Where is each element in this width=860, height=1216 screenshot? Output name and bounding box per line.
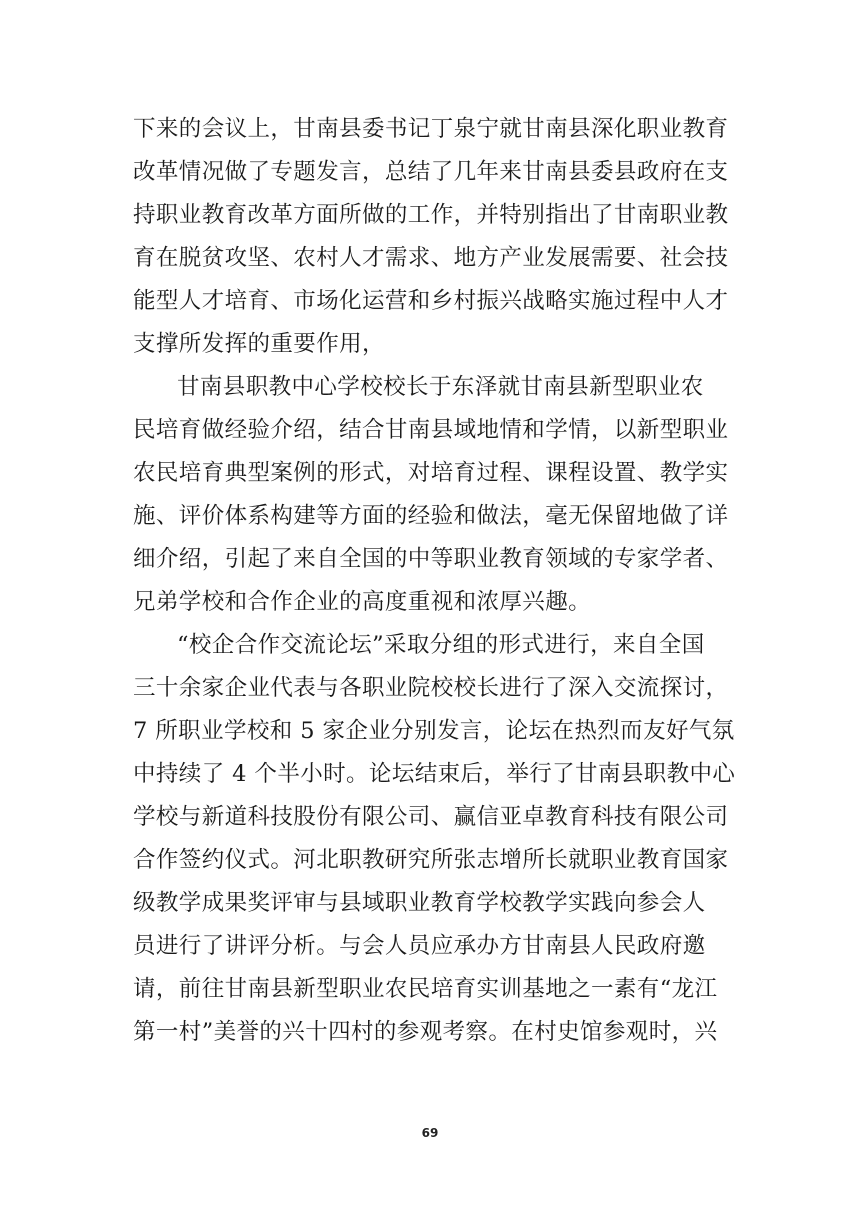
text-line: 第一村”美誉的兴十四村的参观考察。在村史馆参观时，兴 — [133, 1019, 718, 1045]
paragraph-first-line: “校企合作交流论坛”采取分组的形式进行，来自全国 — [177, 632, 705, 658]
text-line: 持职业教育改革方面所做的工作，并特别指出了甘南职业教 — [133, 202, 729, 228]
text-line: 下来的会议上，甘南县委书记丁泉宁就甘南县深化职业教育 — [133, 116, 729, 142]
text-line: 兄弟学校和合作企业的高度重视和浓厚兴趣。 — [133, 589, 592, 615]
text-line: 三十余家企业代表与各职业院校校长进行了深入交流探讨， — [133, 675, 729, 701]
text-line: 农民培育典型案例的形式，对培育过程、课程设置、教学实 — [133, 460, 729, 486]
text-line: 级教学成果奖评审与县域职业教育学校教学实践向参会人 — [133, 890, 706, 916]
text-line: 施、评价体系构建等方面的经验和做法，毫无保留地做了详 — [133, 503, 729, 529]
text-line: 支撑所发挥的重要作用， — [133, 331, 385, 357]
page-number: 69 — [421, 1126, 439, 1140]
body-text — [133, 108, 736, 1054]
text-line: 员进行了讲评分析。与会人员应承办方甘南县人民政府邀 — [133, 933, 706, 959]
text-line: 民培育做经验介绍，结合甘南县域地情和学情，以新型职业 — [133, 417, 729, 443]
text-line: 合作签约仪式。河北职教研究所张志增所长就职业教育国家 — [133, 847, 729, 873]
text-line: 7 所职业学校和 5 家企业分别发言，论坛在热烈而友好气氛 — [133, 718, 735, 744]
text-line: 细介绍，引起了来自全国的中等职业教育领域的专家学者、 — [133, 546, 729, 572]
text-line: 学校与新道科技股份有限公司、赢信亚卓教育科技有限公司 — [133, 804, 729, 830]
text-line: 中持续了 4 个半小时。论坛结束后，举行了甘南县职教中心 — [133, 761, 736, 787]
text-line: 能型人才培育、市场化运营和乡村振兴战略实施过程中人才 — [133, 288, 729, 314]
text-line: 请，前往甘南县新型职业农民培育实训基地之一素有“龙江 — [133, 976, 718, 1002]
paragraph-first-line: 甘南县职教中心学校校长于东泽就甘南县新型职业农 — [177, 374, 704, 400]
text-line: 改革情况做了专题发言，总结了几年来甘南县委县政府在支 — [133, 159, 729, 185]
text-line: 育在脱贫攻坚、农村人才需求、地方产业发展需要、社会技 — [133, 245, 729, 271]
